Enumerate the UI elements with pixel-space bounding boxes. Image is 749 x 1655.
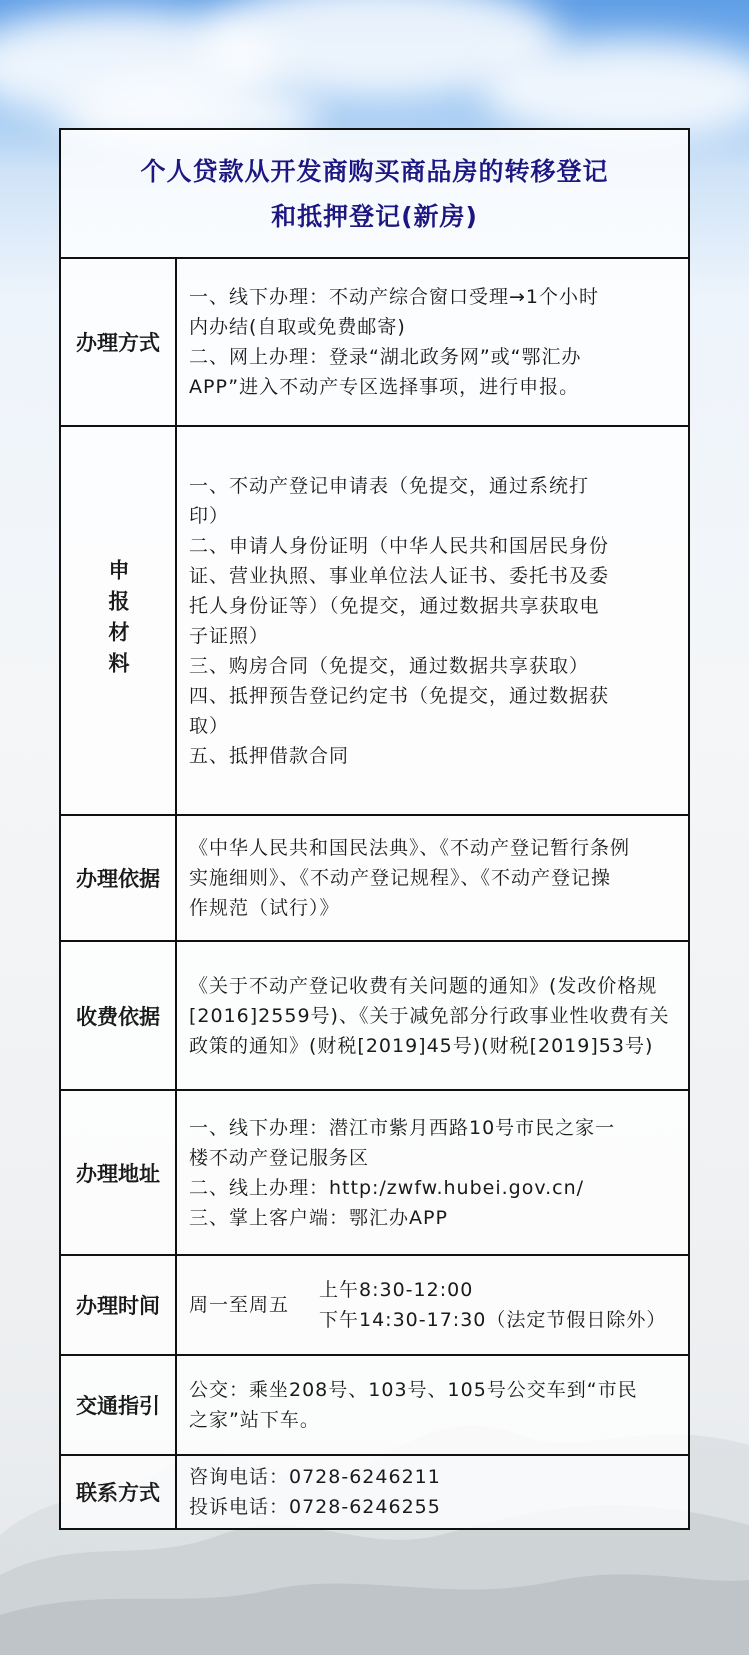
materials-line: 二、申请人身份证明（中华人民共和国居民身份: [189, 534, 610, 557]
contact-phone-inquiry: 咨询电话：0728-6246211: [189, 1466, 441, 1488]
materials-line: 五、抵押借款合同: [189, 744, 350, 767]
row-materials: [61, 427, 688, 816]
fees-line: 政策的通知》(财税[2019]45号)(财税[2019]53号): [189, 1034, 654, 1057]
row-method: [61, 259, 688, 427]
row-contact: [61, 1456, 688, 1528]
sky-cloud: [480, 40, 749, 140]
label-method: 办理方式: [61, 259, 177, 425]
transport-line: 之家”站下车。: [189, 1409, 320, 1431]
address-line: 楼不动产登记服务区: [189, 1146, 370, 1169]
content-address: [177, 1091, 688, 1254]
label-basis: 办理依据: [61, 816, 177, 940]
materials-line: 印）: [189, 504, 230, 527]
hours-days: 周一至周五: [189, 1294, 290, 1316]
hours-morning: 上午8:30-12:00: [319, 1279, 474, 1301]
hours-afternoon: 下午14:30-17:30（法定节假日除外）: [319, 1309, 667, 1331]
row-fees: [61, 942, 688, 1091]
fees-line: [2016]2559号)、《关于减免部分行政事业性收费有关: [189, 1004, 670, 1027]
content-basis: [177, 816, 688, 940]
label-hours: 办理时间: [61, 1256, 177, 1354]
materials-line: 一、不动产登记申请表（免提交，通过系统打: [189, 474, 590, 497]
materials-line: 子证照）: [189, 624, 270, 647]
address-line: 一、线下办理：潜江市紫月西路10号市民之家一: [189, 1116, 616, 1139]
fees-line: 《关于不动产登记收费有关问题的通知》(发改价格规: [189, 974, 658, 997]
row-transport: [61, 1356, 688, 1456]
content-transport: [177, 1356, 688, 1454]
title-line-1: 个人贷款从开发商购买商品房的转移登记: [140, 156, 609, 186]
content-fees: [177, 942, 688, 1089]
method-line: 二、网上办理：登录“湖北政务网”或“鄂汇办: [189, 346, 582, 368]
materials-line: 取）: [189, 714, 230, 737]
page-title: [61, 130, 688, 259]
hours-slots: [319, 1275, 666, 1335]
materials-line: 四、抵押预告登记约定书（免提交，通过数据获: [189, 684, 610, 707]
address-line: 三、掌上客户端：鄂汇办APP: [189, 1206, 448, 1229]
materials-line: 证、营业执照、事业单位法人证书、委托书及委: [189, 564, 610, 587]
label-transport: 交通指引: [61, 1356, 177, 1454]
basis-line: 《中华人民共和国民法典》、《不动产登记暂行条例: [189, 837, 631, 859]
contact-phone-complaint: 投诉电话：0728-6246255: [189, 1496, 441, 1518]
info-table: [59, 128, 690, 1530]
label-contact: 联系方式: [61, 1456, 177, 1528]
transport-line: 公交：乘坐208号、103号、105号公交车到“市民: [189, 1379, 638, 1401]
method-line: 一、线下办理：不动产综合窗口受理→1个小时: [189, 286, 600, 308]
content-contact: [177, 1456, 688, 1528]
content-materials: [177, 427, 688, 814]
label-materials: 申报材料: [61, 427, 177, 814]
content-method: [177, 259, 688, 425]
basis-line: 实施细则》、《不动产登记规程》、《不动产登记操: [189, 867, 612, 889]
basis-line: 作规范（试行）》: [189, 897, 340, 919]
title-line-2: 和抵押登记(新房): [271, 201, 478, 231]
content-hours: [177, 1256, 688, 1354]
row-address: [61, 1091, 688, 1256]
materials-line: 托人身份证等）（免提交，通过数据共享获取电: [189, 594, 600, 617]
row-hours: [61, 1256, 688, 1356]
method-line: APP”进入不动产专区选择事项，进行申报。: [189, 376, 580, 398]
method-line: 内办结(自取或免费邮寄): [189, 316, 406, 338]
label-fees: 收费依据: [61, 942, 177, 1089]
address-line[interactable]: 二、线上办理：http:/zwfw.hubei.gov.cn/: [189, 1176, 585, 1199]
materials-line: 三、购房合同（免提交，通过数据共享获取）: [189, 654, 590, 677]
row-basis: [61, 816, 688, 942]
label-address: 办理地址: [61, 1091, 177, 1254]
